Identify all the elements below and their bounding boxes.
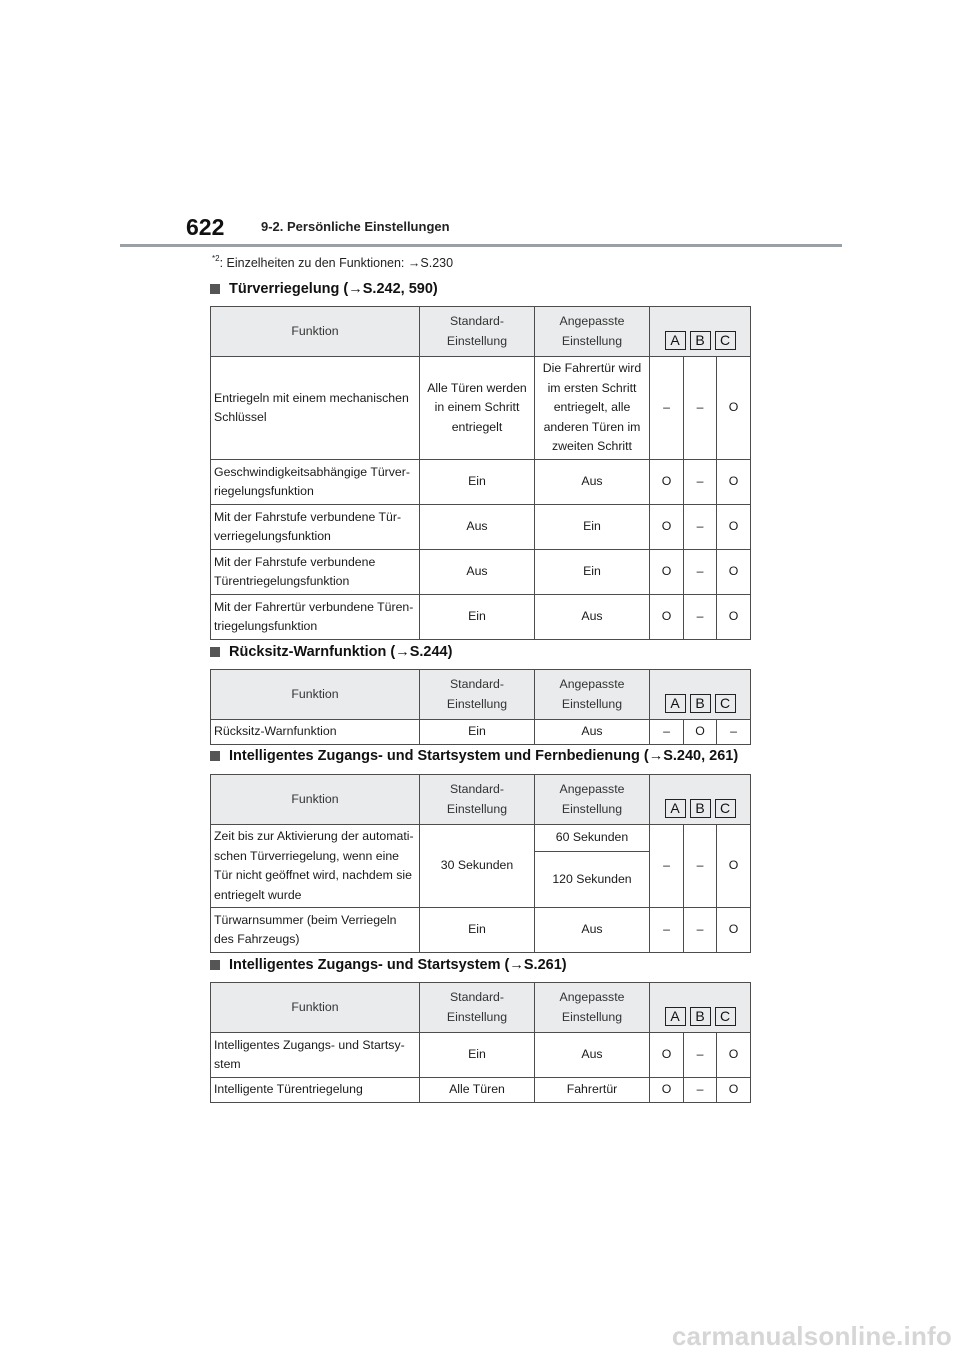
cell-angepasst: Ein (535, 550, 650, 595)
header-box-c: C (715, 331, 736, 350)
cell-angepasst-option-1: 60 Sekunden (535, 825, 650, 852)
cell-b: – (684, 505, 717, 550)
cell-b: O (684, 720, 717, 745)
cell-a: – (650, 357, 684, 460)
section-heading-zugangs-und-startsystem-fernbedienung (210, 748, 738, 764)
cell-funktion: Mit der Fahrstufe verbundene Tür-verriegelungsfunktion (211, 505, 420, 550)
cell-c: O (717, 825, 751, 908)
header-standard-line2: Einstellung (446, 1009, 508, 1024)
header-standard-line1: Standard- (449, 314, 504, 328)
header-angepasst-line1: Angepasste (559, 782, 625, 796)
footnote-marker: *2 (212, 254, 220, 263)
cell-c: – (717, 720, 751, 745)
table-header-row (211, 670, 751, 720)
table-row (211, 720, 751, 745)
footnote-text: : Einzelheiten zu den Funktionen: →S.230 (219, 256, 454, 270)
cell-funktion: Türwarnsummer (beim Verriegeln des Fahrzeugs) (211, 908, 420, 953)
cell-b: – (684, 357, 717, 460)
square-bullet-icon (210, 751, 220, 761)
cell-a: O (650, 595, 684, 640)
cell-funktion: Zeit bis zur Aktivierung der automati-schen Türverriegelung, wenn eine Tür nicht geöffnet wird, nachdem sie entriegelt wurde (211, 825, 420, 908)
header-standard-line1: Standard- (449, 782, 504, 796)
settings-table-tuerverriegelung (210, 306, 751, 640)
section-title: Türverriegelung (→S.242, 590) (229, 281, 438, 297)
header-box-a: A (665, 799, 686, 818)
table-header-row (211, 983, 751, 1033)
cell-funktion: Intelligente Türentriegelung (211, 1078, 420, 1103)
cell-angepasst: Ein (535, 505, 650, 550)
settings-table-zugangs-und-startsystem-fernbedienung (210, 774, 751, 953)
table-row (211, 595, 751, 640)
header-angepasst (535, 670, 650, 720)
cell-funktion: Mit der Fahrstufe verbundene Türentriegelungsfunktion (211, 550, 420, 595)
header-box-a: A (665, 1007, 686, 1026)
cell-angepasst-option-2: 120 Sekunden (535, 852, 650, 908)
header-box-b: B (690, 799, 711, 818)
settings-table-zugangs-und-startsystem (210, 982, 751, 1103)
header-box-b: B (690, 694, 711, 713)
header-angepasst-line2: Einstellung (561, 801, 623, 816)
header-box-a: A (665, 331, 686, 350)
header-box-c: C (715, 1007, 736, 1026)
cell-c: O (717, 1078, 751, 1103)
header-angepasst-line2: Einstellung (561, 333, 623, 348)
header-box-c: C (715, 799, 736, 818)
cell-c: O (717, 908, 751, 953)
cell-standard: Aus (420, 550, 535, 595)
cell-a: – (650, 720, 684, 745)
header-angepasst-line2: Einstellung (561, 696, 623, 711)
cell-a: – (650, 825, 684, 908)
cell-b: – (684, 1033, 717, 1078)
cell-c: O (717, 550, 751, 595)
table-row (211, 1033, 751, 1078)
footnote (212, 254, 453, 270)
table-row (211, 357, 751, 460)
cell-standard: Ein (420, 908, 535, 953)
cell-standard: Aus (420, 505, 535, 550)
cell-a: O (650, 1033, 684, 1078)
cell-funktion: Rücksitz-Warnfunktion (211, 720, 420, 745)
section-title: Intelligentes Zugangs- und Startsystem (→S.261) (229, 957, 567, 973)
header-box-b: B (690, 1007, 711, 1026)
cell-c: O (717, 595, 751, 640)
cell-angepasst: Aus (535, 720, 650, 745)
header-standard-line2: Einstellung (446, 801, 508, 816)
section-header: 9-2. Persönliche Einstellungen (261, 219, 450, 234)
cell-angepasst: Aus (535, 595, 650, 640)
table-row (211, 825, 751, 852)
cell-b: – (684, 825, 717, 908)
cell-angepasst: Aus (535, 1033, 650, 1078)
cell-c: O (717, 505, 751, 550)
cell-angepasst: Aus (535, 908, 650, 953)
header-angepasst (535, 775, 650, 825)
cell-standard: Ein (420, 1033, 535, 1078)
cell-c: O (717, 1033, 751, 1078)
watermark: carmanualsonline.info (671, 1321, 952, 1351)
square-bullet-icon (210, 647, 220, 657)
header-divider (120, 244, 842, 247)
cell-a: O (650, 1078, 684, 1103)
cell-b: – (684, 595, 717, 640)
header-standard (420, 775, 535, 825)
cell-angepasst: Aus (535, 460, 650, 505)
header-standard-line2: Einstellung (446, 333, 508, 348)
cell-standard: Alle Türen (420, 1078, 535, 1103)
table-header-row (211, 775, 751, 825)
settings-table-ruecksitz-warnfunktion (210, 669, 751, 745)
section-heading-ruecksitz-warnfunktion (210, 644, 452, 660)
header-box-c: C (715, 694, 736, 713)
cell-standard: Alle Türen werden in einem Schritt entriegelt (420, 357, 535, 460)
cell-angepasst: Fahrertür (535, 1078, 650, 1103)
header-angepasst-line1: Angepasste (559, 990, 625, 1004)
cell-angepasst: Die Fahrertür wird im ersten Schritt entriegelt, alle anderen Türen im zweiten Schritt (535, 357, 650, 460)
header-angepasst (535, 983, 650, 1033)
table-row (211, 505, 751, 550)
cell-a: O (650, 505, 684, 550)
header-angepasst-line2: Einstellung (561, 1009, 623, 1024)
cell-standard: 30 Sekunden (420, 825, 535, 908)
table-row (211, 908, 751, 953)
header-box-a: A (665, 694, 686, 713)
header-abc (650, 307, 751, 357)
header-angepasst-line1: Angepasste (559, 314, 625, 328)
cell-standard: Ein (420, 720, 535, 745)
header-standard-line1: Standard- (449, 677, 504, 691)
cell-standard: Ein (420, 595, 535, 640)
header-angepasst (535, 307, 650, 357)
cell-funktion: Mit der Fahrertür verbundene Türen-triegelungsfunktion (211, 595, 420, 640)
page-number: 622 (186, 214, 225, 240)
header-funktion: Funktion (211, 670, 420, 720)
cell-funktion: Intelligentes Zugangs- und Startsy-stem (211, 1033, 420, 1078)
section-heading-tuerverriegelung (210, 281, 438, 297)
section-title: Intelligentes Zugangs- und Startsystem und Fernbedienung (→S.240, 261) (229, 748, 739, 764)
header-standard (420, 983, 535, 1033)
cell-a: O (650, 550, 684, 595)
table-header-row (211, 307, 751, 357)
square-bullet-icon (210, 960, 220, 970)
header-abc (650, 670, 751, 720)
section-heading-zugangs-und-startsystem (210, 957, 567, 973)
header-abc (650, 775, 751, 825)
cell-c: O (717, 460, 751, 505)
cell-funktion: Geschwindigkeitsabhängige Türver-riegelungsfunktion (211, 460, 420, 505)
cell-c: O (717, 357, 751, 460)
header-standard-line2: Einstellung (446, 696, 508, 711)
cell-standard: Ein (420, 460, 535, 505)
cell-a: O (650, 460, 684, 505)
header-standard (420, 670, 535, 720)
cell-b: – (684, 1078, 717, 1103)
header-funktion: Funktion (211, 307, 420, 357)
header-standard-line1: Standard- (449, 990, 504, 1004)
header-standard (420, 307, 535, 357)
table-row (211, 1078, 751, 1103)
header-angepasst-line1: Angepasste (559, 677, 625, 691)
square-bullet-icon (210, 284, 220, 294)
header-abc (650, 983, 751, 1033)
header-funktion: Funktion (211, 983, 420, 1033)
cell-funktion: Entriegeln mit einem mechanischen Schlüssel (211, 357, 420, 460)
cell-b: – (684, 460, 717, 505)
header-funktion: Funktion (211, 775, 420, 825)
header-box-b: B (690, 331, 711, 350)
cell-a: – (650, 908, 684, 953)
cell-b: – (684, 908, 717, 953)
table-row (211, 550, 751, 595)
section-title: Rücksitz-Warnfunktion (→S.244) (229, 644, 453, 660)
cell-b: – (684, 550, 717, 595)
table-row (211, 460, 751, 505)
